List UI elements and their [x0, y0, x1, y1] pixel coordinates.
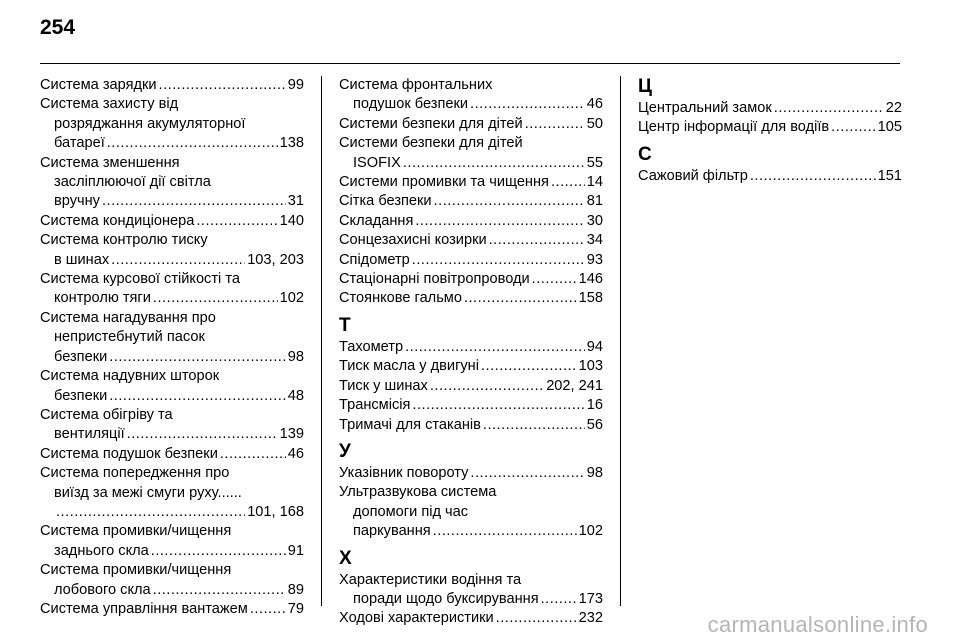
entry-term: Система управління вантажем [40, 600, 248, 617]
index-entry [40, 561, 304, 600]
page-reference: 34 [586, 232, 603, 249]
page-reference: 30 [586, 212, 603, 229]
page-reference: 81 [586, 193, 603, 210]
entry-term: Системи безпеки для дітей [339, 115, 523, 132]
entry-line: Система контролю тиску [40, 232, 208, 249]
page-reference: 22 [885, 100, 902, 116]
page-reference: 101, 168 [247, 503, 304, 520]
entry-final-line [40, 503, 304, 522]
index-entry [339, 609, 603, 628]
dot-leader [109, 387, 286, 406]
index-entry [638, 99, 902, 118]
page-reference: 31 [287, 193, 304, 210]
letter-group [339, 315, 603, 435]
dot-leader [525, 115, 585, 134]
entry-final-line [339, 377, 603, 396]
page-reference: 98 [287, 348, 304, 365]
index-entry [638, 167, 902, 186]
entry-final-line [339, 609, 603, 628]
entry-final-line [339, 396, 603, 415]
page-reference: 48 [287, 387, 304, 404]
index-entry [40, 445, 304, 464]
dot-leader [56, 503, 245, 522]
entry-final-line [40, 445, 304, 464]
dot-leader [109, 348, 286, 367]
dot-leader [433, 522, 577, 541]
entry-line: розряджання акумуляторної [54, 115, 246, 132]
column-divider [321, 76, 322, 606]
letter-heading: У [339, 440, 351, 462]
page-reference: 102 [279, 290, 304, 307]
entry-line: Характеристики водіння та [339, 571, 522, 588]
letter-group [339, 441, 603, 542]
page-reference: 103 [578, 358, 603, 375]
page-reference: 16 [586, 397, 603, 414]
entry-final-line [40, 212, 304, 231]
dot-leader [483, 416, 585, 435]
index-entry [40, 212, 304, 231]
entry-term: Трансмісія [339, 397, 411, 414]
dot-leader [159, 76, 286, 95]
entry-final-line [339, 270, 603, 289]
entry-term: Системи промивки та чищення [339, 174, 549, 191]
entry-final-line [40, 134, 304, 153]
entry-final-line [339, 212, 603, 231]
index-entry [339, 212, 603, 231]
dot-leader [470, 464, 584, 483]
entry-line: Система курсової стійкості та [40, 271, 240, 288]
letter-group [40, 76, 304, 619]
entry-term: безпеки [54, 348, 108, 365]
entry-term: Сажовий фільтр [638, 167, 748, 184]
entry-term: Складання [339, 212, 414, 229]
entry-term: Сітка безпеки [339, 193, 432, 210]
page-reference: 158 [578, 290, 603, 307]
page-reference: 50 [586, 115, 603, 132]
index-entry [339, 231, 603, 250]
dot-leader [415, 212, 584, 231]
page-reference: 91 [287, 542, 304, 559]
entry-term: ISOFIX [353, 154, 401, 171]
entry-final-line [339, 522, 603, 541]
index-entry [339, 464, 603, 483]
page-reference: 151 [877, 167, 902, 184]
dot-leader [481, 357, 577, 376]
entry-term: подушок безпеки [353, 96, 469, 113]
entry-term: Спідометр [339, 251, 410, 268]
header-rule [40, 63, 900, 64]
entry-final-line [339, 416, 603, 435]
dot-leader [831, 118, 875, 137]
index-entry [339, 76, 603, 115]
entry-final-line [339, 338, 603, 357]
page-reference: 46 [586, 96, 603, 113]
index-entry [40, 154, 304, 212]
entry-final-line [638, 118, 902, 137]
index-entry [339, 357, 603, 376]
dot-leader [774, 99, 884, 118]
dot-leader [403, 154, 585, 173]
index-entry [339, 173, 603, 192]
entry-line: допомоги під час [353, 503, 469, 520]
dot-leader [464, 289, 577, 308]
entry-final-line [339, 115, 603, 134]
entry-term: контролю тяги [54, 290, 151, 307]
page-reference: 140 [279, 212, 304, 229]
index-entry [638, 118, 902, 137]
dot-leader [102, 192, 286, 211]
entry-final-line [339, 464, 603, 483]
entry-final-line [40, 192, 304, 211]
letter-group [339, 548, 603, 629]
dot-leader [532, 270, 577, 289]
index-entry [339, 251, 603, 270]
index-entry [339, 192, 603, 211]
entry-term: Стаціонарні повітропроводи [339, 271, 530, 288]
entry-term: Тиск у шинах [339, 377, 428, 394]
entry-final-line [40, 581, 304, 600]
entry-final-line [40, 425, 304, 444]
entry-line: Система захисту від [40, 96, 179, 113]
dot-leader [750, 167, 876, 186]
entry-line: Система зменшення [40, 154, 180, 171]
index-column-1 [40, 76, 304, 619]
entry-final-line [40, 348, 304, 367]
entry-line: Система обігріву та [40, 406, 173, 423]
entry-term: Тиск масла у двигуні [339, 358, 479, 375]
watermark: carmanualsonline.info [707, 612, 928, 637]
index-entry [339, 115, 603, 134]
entry-line: Система промивки/чищення [40, 562, 232, 579]
index-entry [339, 270, 603, 289]
index-entry [40, 231, 304, 270]
entry-line: Система попередження про [40, 465, 230, 482]
page-reference: 98 [586, 464, 603, 481]
entry-term: Центр інформації для водіїв [638, 119, 830, 136]
index-entry [40, 95, 304, 153]
entry-term: Стоянкове гальмо [339, 290, 462, 307]
dot-leader [405, 338, 585, 357]
entry-term: Тахометр [339, 338, 404, 355]
dot-leader [153, 289, 278, 308]
entry-final-line [638, 167, 902, 186]
page-number: 254 [40, 16, 76, 39]
entry-term: паркування [353, 523, 431, 540]
dot-leader [151, 542, 286, 561]
dot-leader [250, 600, 286, 619]
page-reference: 55 [586, 154, 603, 171]
entry-term: Система зарядки [40, 77, 157, 93]
letter-heading: Ц [638, 76, 652, 97]
page-reference: 46 [287, 445, 304, 462]
entry-final-line [339, 154, 603, 173]
dot-leader [153, 581, 286, 600]
index-column-2 [339, 76, 603, 629]
page-reference: 173 [578, 590, 603, 607]
entry-term: вручну [54, 193, 100, 210]
entry-line: непристебнутий пасок [54, 329, 205, 346]
index-entry [40, 406, 304, 445]
entry-term: Тримачі для стаканів [339, 416, 481, 433]
entry-term: вентиляції [54, 426, 125, 443]
entry-line: виїзд за межі смуги руху...... [54, 484, 242, 501]
entry-final-line [339, 251, 603, 270]
page-reference: 99 [287, 77, 304, 93]
index-entry [40, 270, 304, 309]
dot-leader [496, 609, 577, 628]
page-reference: 93 [586, 251, 603, 268]
index-entry [40, 522, 304, 561]
entry-term: Центральний замок [638, 100, 772, 116]
index-entry [339, 396, 603, 415]
column-divider [620, 76, 621, 606]
entry-line: Система нагадування про [40, 309, 216, 326]
entry-term: поради щодо буксирування [353, 590, 539, 607]
page-reference: 202, 241 [546, 377, 603, 394]
dot-leader [470, 95, 585, 114]
letter-heading: Т [339, 314, 351, 336]
page-reference: 102 [578, 523, 603, 540]
entry-final-line [339, 231, 603, 250]
entry-line: Система промивки/чищення [40, 523, 232, 540]
entry-final-line [40, 76, 304, 95]
entry-term: Система кондиціонера [40, 212, 195, 229]
dot-leader [412, 396, 584, 415]
entry-final-line [339, 357, 603, 376]
dot-leader [434, 192, 585, 211]
index-column-3 [638, 76, 902, 186]
entry-final-line [40, 542, 304, 561]
index-entry [40, 464, 304, 522]
entry-line: Система фронтальних [339, 77, 493, 93]
index-entry [40, 367, 304, 406]
index-entry [40, 309, 304, 367]
letter-group [638, 144, 902, 186]
index-entry [339, 416, 603, 435]
entry-term: в шинах [54, 251, 110, 268]
entry-term: Ходові характеристики [339, 610, 494, 627]
index-entry [40, 600, 304, 619]
dot-leader [127, 425, 278, 444]
dot-leader [489, 231, 585, 250]
entry-line: засліплюючої дії світла [54, 174, 211, 191]
dot-leader [111, 251, 245, 270]
entry-term: Система подушок безпеки [40, 445, 218, 462]
page-reference: 14 [586, 174, 603, 191]
index-entry [339, 483, 603, 541]
index-entry [339, 134, 603, 173]
dot-leader [430, 377, 544, 396]
entry-final-line [40, 600, 304, 619]
letter-heading: С [638, 143, 652, 165]
page-reference: 79 [287, 600, 304, 617]
entry-final-line [40, 387, 304, 406]
dot-leader [541, 590, 577, 609]
dot-leader [220, 445, 286, 464]
index-entry [339, 338, 603, 357]
index-entry [40, 76, 304, 95]
page-reference: 56 [586, 416, 603, 433]
letter-group [638, 76, 902, 138]
entry-final-line [40, 289, 304, 308]
page-reference: 138 [279, 135, 304, 152]
page-reference: 105 [877, 119, 902, 136]
entry-line: Система надувних шторок [40, 368, 220, 385]
page-reference: 94 [586, 338, 603, 355]
entry-term: безпеки [54, 387, 108, 404]
entry-term: заднього скла [54, 542, 149, 559]
dot-leader [196, 212, 277, 231]
letter-group [339, 76, 603, 309]
page-reference: 103, 203 [247, 251, 304, 268]
entry-final-line [638, 99, 902, 118]
entry-term: Указівник повороту [339, 464, 469, 481]
entry-line: Системи безпеки для дітей [339, 135, 523, 152]
dot-leader [412, 251, 585, 270]
entry-term: лобового скла [54, 581, 151, 598]
entry-final-line [339, 192, 603, 211]
page-reference: 146 [578, 271, 603, 288]
entry-final-line [339, 289, 603, 308]
dot-leader [107, 134, 278, 153]
entry-term: Сонцезахисні козирки [339, 232, 487, 249]
page-reference: 139 [279, 426, 304, 443]
entry-final-line [339, 590, 603, 609]
page-reference: 89 [287, 581, 304, 598]
index-entry [339, 571, 603, 610]
dot-leader [551, 173, 585, 192]
index-entry [339, 377, 603, 396]
entry-term: батареї [54, 135, 105, 152]
index-entry [339, 289, 603, 308]
page-reference: 232 [578, 610, 603, 627]
letter-heading: Х [339, 547, 352, 569]
entry-final-line [40, 251, 304, 270]
entry-line: Ультразвукова система [339, 484, 497, 501]
entry-final-line [339, 173, 603, 192]
entry-final-line [339, 95, 603, 114]
